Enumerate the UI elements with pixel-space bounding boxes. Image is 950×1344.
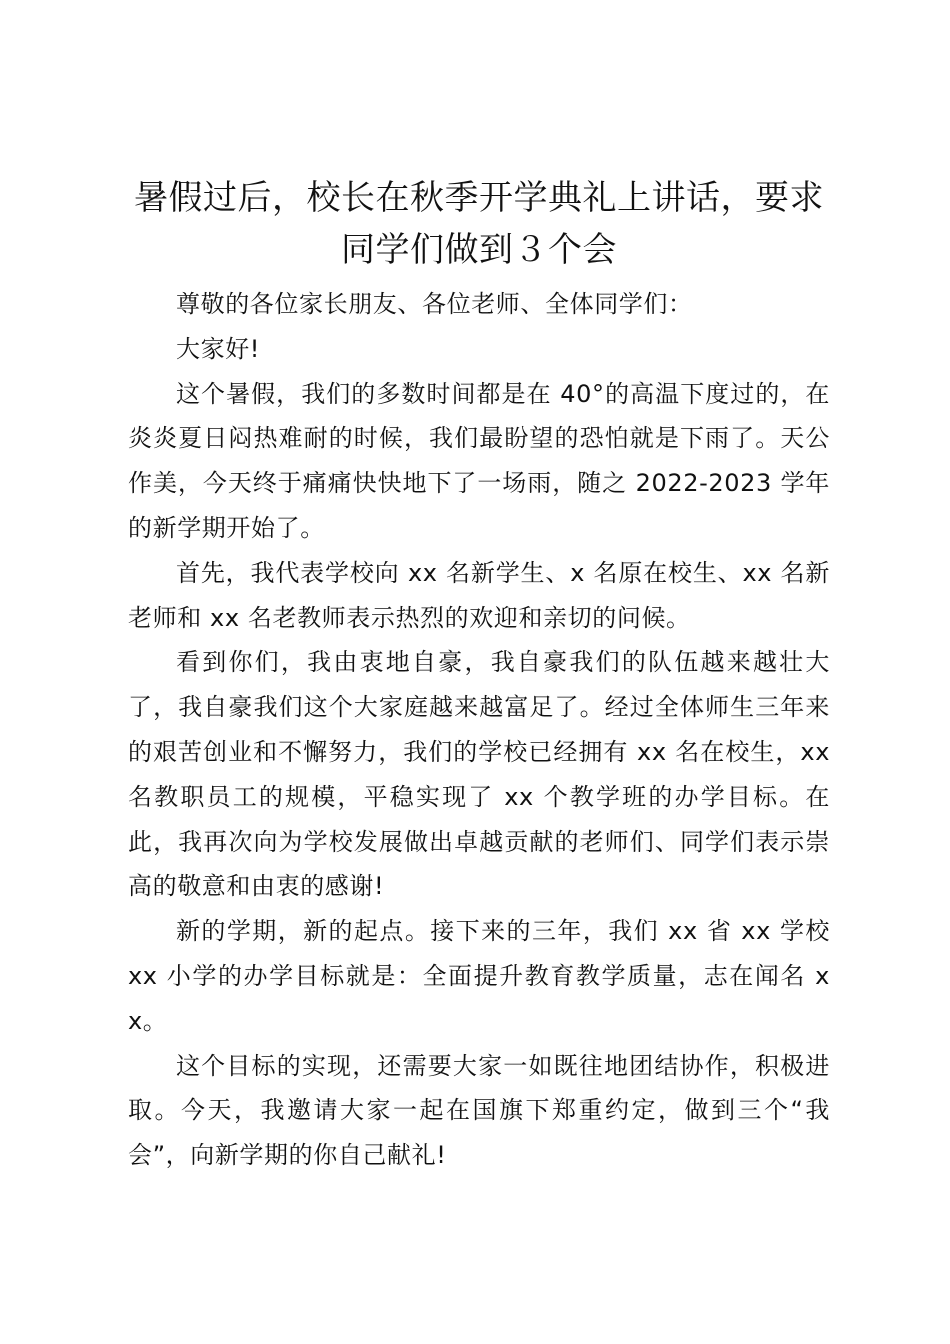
paragraph-pride: 看到你们，我由衷地自豪，我自豪我们的队伍越来越壮大了，我自豪我们这个大家庭越来越富足了。经过全体师生三年来的艰苦创业和不懈努力，我们的学校已经拥有 xx 名在校生，xx 名教职员工的规模，平稳实现了 xx 个教学班的办学目标。在此，我再次向为学校发展做出卓越贡献的老师们、同学们表示崇高的敬意和由衷的感谢! xyxy=(128,648,830,901)
salutation: 尊敬的各位家长朋友、各位老师、全体同学们： xyxy=(176,290,693,318)
paragraph-goal: 新的学期，新的起点。接下来的三年，我们 xx 省 xx 学校 xx 小学的办学目标就是：全面提升教育教学质量，志在闻名 xx。 xyxy=(128,917,830,1035)
title-line-1: 暑假过后，校长在秋季开学典礼上讲话，要求 xyxy=(134,178,824,218)
document-page xyxy=(128,172,830,1178)
paragraph-welcome: 首先，我代表学校向 xx 名新学生、x 名原在校生、xx 名新老师和 xx 名老教师表示热烈的欢迎和亲切的问候。 xyxy=(128,558,830,632)
greeting: 大家好! xyxy=(176,334,261,363)
document-body xyxy=(128,282,830,1178)
title-line-2: 同学们做到３个会 xyxy=(341,230,617,270)
paragraph-pledge: 这个目标的实现，还需要大家一如既往地团结协作，积极进取。今天，我邀请大家一起在国旗下郑重约定，做到三个“我会”，向新学期的你自己献礼! xyxy=(128,1051,830,1170)
paragraph-summer: 这个暑假，我们的多数时间都是在 40°的高温下度过的，在炎炎夏日闷热难耐的时候，我们最盼望的恐怕就是下雨了。天公作美，今天终于痛痛快快地下了一场雨，随之 2022-2023 学年的新学期开始了。 xyxy=(128,379,830,542)
document-title xyxy=(128,172,830,276)
